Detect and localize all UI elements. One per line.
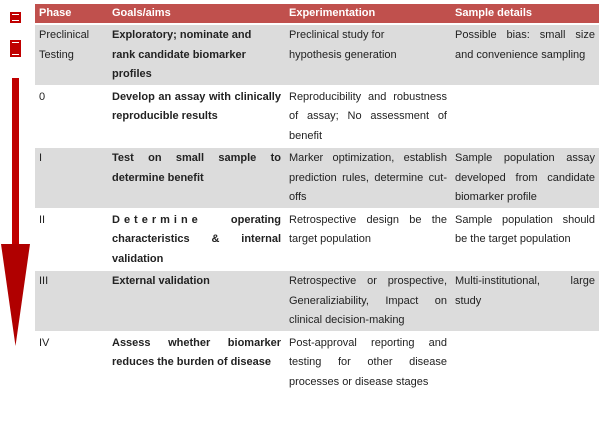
header-goals: Goals/aims [108, 4, 285, 24]
cell-experimentation: Preclinical study for hypothesis generation [285, 24, 451, 86]
cell-phase: Preclinical Testing [35, 24, 108, 86]
progression-arrow-icon [0, 0, 34, 404]
table-row [35, 86, 599, 148]
header-sample-details: Sample details [451, 4, 599, 24]
cell-goal: External validation [108, 270, 285, 332]
cell-experimentation: Retrospective design be the target population [285, 209, 451, 271]
table-row [35, 209, 599, 271]
cell-goal: Exploratory; nominate and rank candidate biomarker profiles [108, 24, 285, 86]
cell-goal: Determine operating characteristics & internal validation [108, 209, 285, 271]
arrow-head [1, 244, 30, 346]
cell-sample: Sample population should be the target population [451, 209, 599, 271]
cell-goal: Develop an assay with clinically reproducible results [108, 86, 285, 148]
cell-sample [451, 86, 599, 148]
cell-phase: I [35, 147, 108, 209]
cell-goal: Assess whether biomarker reduces the burden of disease [108, 332, 285, 394]
cell-phase: IV [35, 332, 108, 394]
cell-experimentation: Post-approval reporting and testing for other disease processes or disease stages [285, 332, 451, 394]
biomarker-phases-table [35, 4, 599, 429]
table-row [35, 147, 599, 209]
table-footer-spacer [35, 393, 599, 429]
cell-sample: Multi-institutional, large study [451, 270, 599, 332]
table-row [35, 24, 599, 86]
header-experimentation: Experimentation [285, 4, 451, 24]
table-row [35, 270, 599, 332]
cell-experimentation: Retrospective or prospective, Generaliziability, Impact on clinical decision-making [285, 270, 451, 332]
cell-sample: Possible bias: small size and convenience sampling [451, 24, 599, 86]
cell-phase: III [35, 270, 108, 332]
cell-experimentation: Marker optimization, establish prediction rules, determine cut-offs [285, 147, 451, 209]
cell-phase: II [35, 209, 108, 271]
cell-sample: Sample population assay developed from candidate biomarker profile [451, 147, 599, 209]
cell-goal: Test on small sample to determine benefit [108, 147, 285, 209]
table-header-row [35, 4, 599, 24]
cell-sample [451, 332, 599, 394]
table-row [35, 332, 599, 394]
cell-experimentation: Reproducibility and robustness of assay; No assessment of benefit [285, 86, 451, 148]
cell-phase: 0 [35, 86, 108, 148]
header-phase: Phase [35, 4, 108, 24]
